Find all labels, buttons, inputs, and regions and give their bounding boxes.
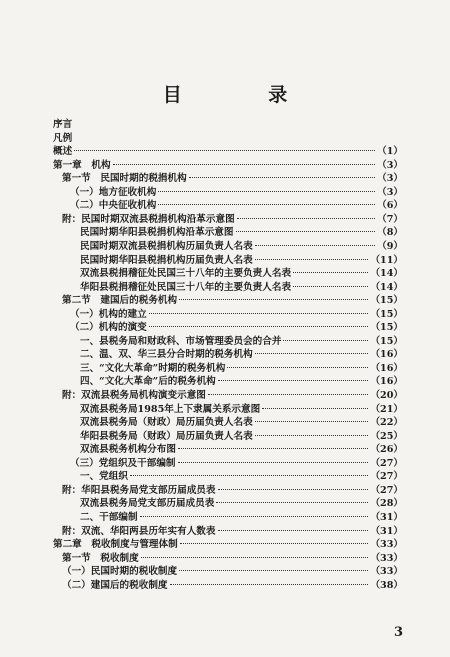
toc-entry bbox=[80, 348, 403, 361]
toc-entry bbox=[80, 511, 403, 524]
toc-entry bbox=[70, 321, 403, 334]
toc-entry bbox=[80, 403, 403, 416]
toc-entry-title: 第二章 税收制度与管理体制 bbox=[53, 539, 178, 551]
toc-entry-title: 民国时期双流县税捐机构历届负责人名表 bbox=[80, 240, 253, 252]
toc-entry-title: 凡例 bbox=[53, 132, 73, 144]
toc-leader-dots bbox=[149, 313, 369, 314]
toc-entry-page: （16） bbox=[370, 349, 403, 361]
toc-entry bbox=[80, 226, 403, 239]
toc-entry-page: （25） bbox=[370, 430, 403, 442]
toc-entry-page: （1） bbox=[377, 146, 403, 158]
toc-entry-page: （31） bbox=[370, 525, 403, 537]
toc-entry-title: 附：华阳县税务局党支部历届成员表 bbox=[62, 484, 216, 496]
toc-entry-page: （16） bbox=[370, 376, 403, 388]
toc-entry-page: （7） bbox=[377, 213, 403, 225]
toc-leader-dots bbox=[227, 367, 368, 368]
toc-entry-title: 华阳县税务局（财政）局历届负责人名表 bbox=[80, 430, 253, 442]
toc-entry bbox=[70, 308, 403, 321]
toc-entry bbox=[80, 497, 403, 510]
toc-entry-title: 双流县税捐稽征处民国三十八年的主要负责人名表 bbox=[80, 268, 292, 280]
toc-leader-dots bbox=[158, 204, 375, 205]
toc-leader-dots bbox=[218, 380, 369, 381]
toc-entry bbox=[80, 254, 403, 267]
toc-entry-title: 双流县税务机构分布图 bbox=[80, 444, 176, 456]
toc-leader-dots bbox=[141, 557, 369, 558]
toc-entry-title: 民国时期华阳县税捐机构沿革示意图 bbox=[80, 227, 234, 239]
toc-entry-page: （14） bbox=[370, 281, 403, 293]
toc-entry-title: 概述 bbox=[53, 146, 73, 158]
toc-entry-page: （6） bbox=[377, 200, 403, 212]
toc-entry bbox=[80, 335, 403, 348]
toc-entry-title: 双流县税务局1985年上下隶属关系示意图 bbox=[80, 403, 261, 415]
toc-leader-dots bbox=[293, 286, 368, 287]
toc-leader-dots bbox=[208, 394, 369, 395]
toc-entry-page: （15） bbox=[370, 308, 403, 320]
toc-entry-title: （一）地方征收机构 bbox=[70, 186, 157, 198]
toc-entry-title: 第一节 民国时期的税捐机构 bbox=[62, 173, 187, 185]
toc-entry-page: （27） bbox=[370, 471, 403, 483]
toc-entry bbox=[62, 389, 403, 402]
toc-entry-title: （一）民国时期的税收制度 bbox=[62, 566, 178, 578]
toc-leader-dots bbox=[237, 218, 375, 219]
toc-leader-dots bbox=[130, 475, 368, 476]
toc-entry-title: 一、党组织 bbox=[80, 471, 128, 483]
toc-entry-page: （15） bbox=[370, 322, 403, 334]
toc-leader-dots bbox=[218, 530, 369, 531]
toc-entry-page: （11） bbox=[370, 254, 403, 266]
toc-entry-page: （9） bbox=[377, 240, 403, 252]
toc-leader-dots bbox=[180, 543, 369, 544]
toc-leader-dots bbox=[255, 435, 369, 436]
toc-entry-page: （20） bbox=[370, 390, 403, 401]
toc-entry-title: （二）中央征收机构 bbox=[70, 200, 157, 212]
toc-entry bbox=[62, 525, 403, 538]
toc-entry-page: （28） bbox=[370, 498, 403, 510]
toc-entry-title: 三、“文化大革命”时期的税务机构 bbox=[80, 362, 226, 374]
toc-entry bbox=[80, 470, 403, 483]
toc-leader-dots bbox=[140, 516, 369, 517]
toc-entry-page: （27） bbox=[370, 484, 403, 496]
toc-entry-page: （3） bbox=[377, 186, 403, 198]
toc-entry bbox=[62, 565, 403, 578]
toc-leader-dots bbox=[149, 326, 369, 327]
toc-entry-title: 第一节 税收制度 bbox=[62, 552, 139, 564]
toc-entry-page: （16） bbox=[370, 362, 403, 374]
toc-entry bbox=[80, 362, 403, 375]
toc-entry bbox=[62, 294, 403, 307]
toc-entry-page: （33） bbox=[370, 552, 403, 564]
toc-entry-page: （21） bbox=[370, 403, 403, 415]
toc-entry bbox=[70, 186, 403, 199]
toc-entry bbox=[62, 172, 403, 185]
page-number: 3 bbox=[393, 625, 403, 640]
toc-entry bbox=[53, 538, 403, 551]
toc-entry bbox=[80, 375, 403, 388]
toc-entry bbox=[80, 240, 403, 253]
toc-leader-dots bbox=[255, 421, 369, 422]
toc-entry-title: 第一章 机构 bbox=[53, 159, 111, 171]
toc-entry-page: （33） bbox=[370, 566, 403, 578]
toc-entry-page: （14） bbox=[370, 268, 403, 280]
toc-entry-title: 附：民国时期双流县税捐机构沿革示意图 bbox=[62, 213, 235, 225]
toc-entry-title: 附：双流、华阳两县历年实有人数表 bbox=[62, 525, 216, 537]
toc-entry-page: （15） bbox=[370, 335, 403, 347]
toc-leader-dots bbox=[293, 272, 368, 273]
toc-entry bbox=[80, 416, 403, 429]
toc-leader-dots bbox=[170, 584, 369, 585]
toc-entry bbox=[62, 213, 403, 226]
toc-entry-page: （15） bbox=[370, 295, 403, 307]
toc-entry-title: 一、县税务局和财政科、市场管理委员会的合并 bbox=[80, 335, 282, 347]
toc-leader-dots bbox=[74, 150, 375, 151]
toc-entry-title: （三）党组织及干部编制 bbox=[70, 457, 176, 469]
toc-entry-title: 四、“文化大革命”后的税务机构 bbox=[80, 376, 216, 388]
toc-entry-page: （22） bbox=[370, 417, 403, 429]
toc-leader-dots bbox=[236, 231, 376, 232]
toc-leader-dots bbox=[113, 164, 376, 165]
toc-entry-title: 二、温、双、华三县分合时期的税务机构 bbox=[80, 349, 253, 361]
toc-leader-dots bbox=[255, 353, 369, 354]
toc-entry-page: （3） bbox=[377, 159, 403, 171]
toc-entry-title: （二）建国后的税收制度 bbox=[62, 579, 168, 591]
toc-entry bbox=[53, 118, 403, 131]
toc-entry-page: （27） bbox=[370, 457, 403, 469]
toc-leader-dots bbox=[255, 259, 369, 260]
toc-leader-dots bbox=[178, 448, 369, 449]
toc-entry bbox=[62, 484, 403, 497]
toc-entry-page: （26） bbox=[370, 444, 403, 456]
toc-entry bbox=[70, 199, 403, 212]
toc-entry-title: 双流县税务局（财政）局历届负责人名表 bbox=[80, 417, 253, 429]
toc-entry bbox=[53, 159, 403, 172]
toc-entry bbox=[80, 281, 403, 294]
toc-entry-title: 华阳县税捐稽征处民国三十八年的主要负责人名表 bbox=[80, 281, 292, 293]
toc-leader-dots bbox=[262, 408, 368, 409]
toc-entry-title: （一）机构的建立 bbox=[70, 308, 147, 320]
toc-entry-page: （38） bbox=[370, 579, 403, 591]
toc-leader-dots bbox=[178, 462, 369, 463]
toc-entry bbox=[80, 443, 403, 456]
toc-entry-page: （8） bbox=[377, 227, 403, 239]
toc-entry bbox=[62, 579, 403, 592]
toc-entry bbox=[53, 145, 403, 158]
toc-leader-dots bbox=[255, 245, 375, 246]
toc-entry-title: 第二节 建国后的税务机构 bbox=[62, 295, 178, 307]
toc-entry-page: （3） bbox=[377, 173, 403, 185]
toc-entry bbox=[70, 457, 403, 470]
toc-entry-page: （33） bbox=[370, 539, 403, 551]
page-title: 目 录 bbox=[162, 84, 328, 106]
toc-entry-title: 双流县税务局党支部历届成员表 bbox=[80, 498, 215, 510]
toc-leader-dots bbox=[158, 191, 375, 192]
toc-entry bbox=[53, 132, 403, 145]
toc-entry bbox=[62, 552, 403, 565]
toc-entry-title: 附：双流县税务局机构演变示意图 bbox=[62, 390, 206, 401]
toc-entry-page: （31） bbox=[370, 511, 403, 523]
toc-entry-title: 序言 bbox=[53, 119, 73, 130]
toc-entry-title: （二）机构的演变 bbox=[70, 322, 147, 334]
toc-leader-dots bbox=[283, 340, 368, 341]
toc-entry-title: 民国时期华阳县税捐机构历届负责人名表 bbox=[80, 254, 253, 266]
toc-leader-dots bbox=[189, 177, 375, 178]
toc-entry-title: 二、干部编制 bbox=[80, 511, 138, 523]
toc-leader-dots bbox=[216, 502, 368, 503]
toc-entry bbox=[80, 267, 403, 280]
toc-leader-dots bbox=[218, 489, 369, 490]
toc-leader-dots bbox=[179, 570, 368, 571]
toc-entry bbox=[80, 430, 403, 443]
toc-leader-dots bbox=[179, 299, 368, 300]
